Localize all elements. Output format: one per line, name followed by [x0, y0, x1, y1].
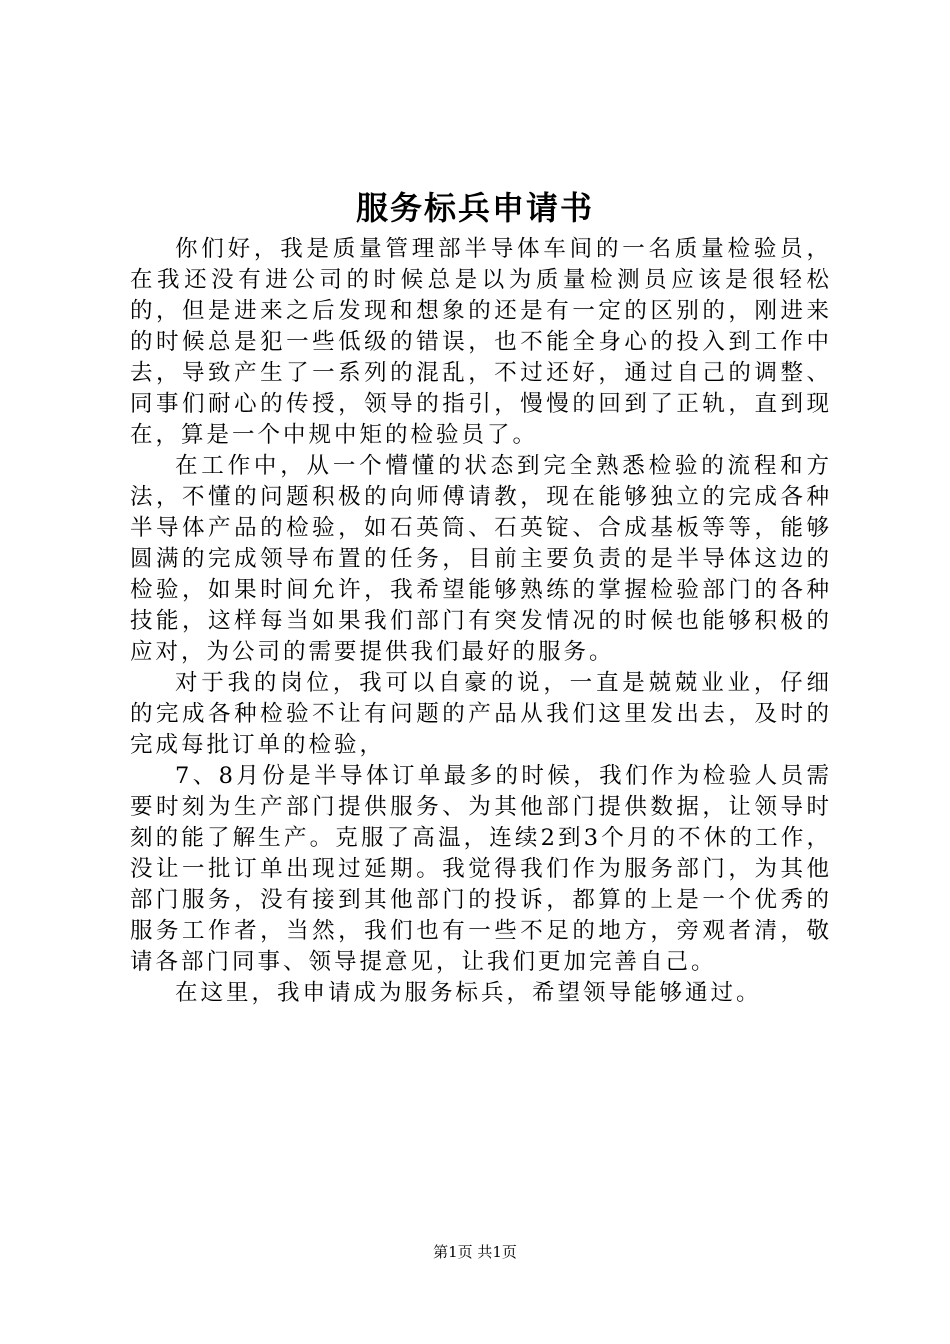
paragraph-1: 你们好，我是质量管理部半导体车间的一名质量检验员，在我还没有进公司的时候总是以为质量检测员应该是很轻松的，但是进来之后发现和想象的还是有一定的区别的，刚进来的时候总是犯一些低级的错误，也不能全身心的投入到工作中去，导致产生了一系列的混乱，不过还好，通过自己的调整、同事们耐心的传授，领导的指引，慢慢的回到了正轨，直到现在，算是一个中规中矩的检验员了。	[130, 236, 832, 448]
paragraph-2: 在工作中，从一个懵懂的状态到完全熟悉检验的流程和方法，不懂的问题积极的向师傅请教，现在能够独立的完成各种半导体产品的检验，如石英筒、石英锭、合成基板等等，能够圆满的完成领导布置的任务，目前主要负责的是半导体这边的检验，如果时间允许，我希望能够熟练的掌握检验部门的各种技能，这样每当如果我们部门有突发情况的时候也能够积极的应对，为公司的需要提供我们最好的服务。	[130, 453, 832, 665]
paragraph-3: 对于我的岗位，我可以自豪的说，一直是兢兢业业，仔细的完成各种检验不让有问题的产品从我们这里发出去，及时的完成每批订单的检验，	[130, 670, 832, 758]
paragraph-5: 在这里，我申请成为服务标兵，希望领导能够通过。	[175, 980, 762, 1006]
document-body	[130, 234, 832, 1009]
paragraph-4: 7、8月份是半导体订单最多的时候，我们作为检验人员需要时刻为生产部门提供服务、为其他部门提供数据，让领导时刻的能了解生产。克服了高温，连续2到3个月的不休的工作，没让一批订单出现过延期。我觉得我们作为服务部门，为其他部门服务，没有接到其他部门的投诉，都算的上是一个优秀的服务工作者，当然，我们也有一些不足的地方，旁观者清，敬请各部门同事、领导提意见，让我们更加完善自己。	[130, 763, 832, 975]
document-title: 服务标兵申请书	[355, 189, 594, 227]
page-number-footer: 第1页 共1页	[433, 1243, 517, 1261]
